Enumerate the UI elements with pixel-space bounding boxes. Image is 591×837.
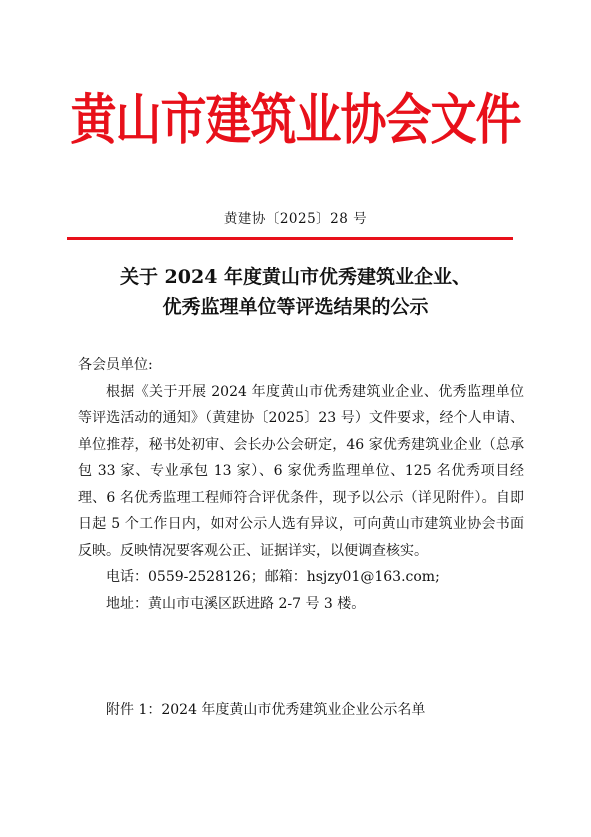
masthead-title: 黄山市建筑业协会文件 — [70, 88, 521, 152]
notice-body — [78, 352, 524, 617]
attachment-link[interactable]: 附件 1：2024 年度黄山市优秀建筑业企业公示名单 — [106, 702, 426, 718]
red-divider-rule — [67, 237, 513, 240]
contact-phone-email: 电话：0559-2528126；邮箱：hsjzy01@163.com; — [106, 569, 440, 585]
notice-title — [0, 262, 591, 322]
salutation: 各会员单位: — [78, 357, 153, 373]
body-paragraph: 根据《关于开展 2024 年度黄山市优秀建筑业企业、优秀监理单位等评选活动的通知》（黄建协〔2025〕23 号）文件要求，经个人申请、单位推荐，秘书处初审、会长办公会研定，46 家优秀建筑业企业（总承包 33 家、专业承包 13 家）、6 家优秀监理单位、125 名优秀项目经理、6 名优秀监理工程师符合评优条件，现予以公示（详见附件）。自即日起 5 个工作日内，如对公示人选有异议，可向黄山市建筑业协会书面反映。反映情况要客观公正、证据详实，以便调查核实。 — [78, 383, 524, 559]
notice-title-line-2: 优秀监理单位等评选结果的公示 — [162, 296, 429, 318]
notice-title-line-1: 关于 2024 年度黄山市优秀建筑业企业、 — [119, 266, 472, 288]
document-number: 黄建协〔2025〕28 号 — [223, 211, 368, 227]
contact-address: 地址：黄山市屯溪区跃进路 2-7 号 3 楼。 — [106, 595, 366, 612]
